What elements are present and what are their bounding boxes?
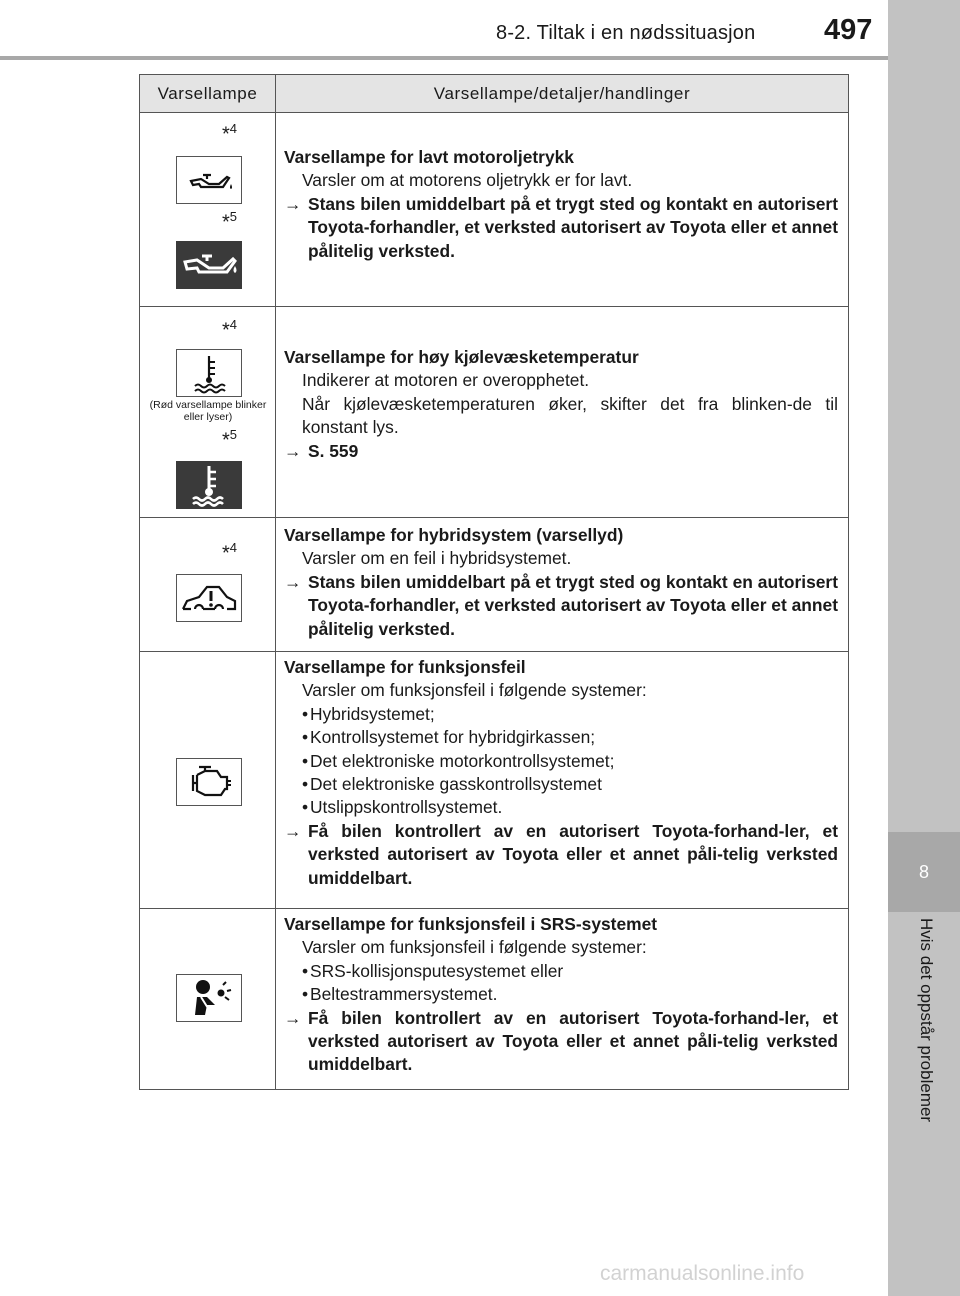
table-row bbox=[140, 518, 849, 652]
list-item: • Kontrollsystemet for hybridgirkassen; bbox=[284, 726, 838, 749]
list-item: • Hybridsystemet; bbox=[284, 703, 838, 726]
side-tab-bar bbox=[888, 0, 960, 832]
header-rule bbox=[0, 56, 888, 60]
footnote-marker: *$^5$ bbox=[222, 427, 238, 452]
lamp-description: Varsler om at motorens oljetrykk er for lavt. bbox=[302, 170, 633, 191]
lamp-action: → Stans bilen umiddelbart på et trygt sted og kontakt en autorisert Toyota-forhandler, et verksted autorisert av Toyota eller et annet pålitelig verksted. bbox=[284, 571, 838, 639]
footnote-marker: *$^4$ bbox=[222, 317, 238, 342]
lamp-cell bbox=[140, 113, 276, 307]
column-header-lamp: Varsellampe bbox=[140, 75, 276, 113]
page-number: 497 bbox=[824, 14, 873, 46]
lamp-title: Varsellampe for hybridsystem (varsellyd) bbox=[284, 525, 624, 545]
section-title: 8-2. Tiltak i en nødssituasjon bbox=[496, 22, 756, 44]
chapter-number: 8 bbox=[888, 832, 960, 912]
lamp-cell bbox=[140, 307, 276, 518]
lamp-title: Varsellampe for lavt motoroljetrykk bbox=[284, 147, 574, 167]
lamp-title: Varsellampe for høy kjølevæsketemperatur bbox=[284, 347, 639, 367]
lamp-note: (Rød varsellampe blinker eller lyser) bbox=[149, 399, 267, 423]
table-header-row bbox=[140, 75, 849, 113]
list-item: • Beltestrammersystemet. bbox=[284, 983, 838, 1006]
table-row bbox=[140, 307, 849, 518]
list-item: • Det elektroniske motorkontrollsystemet; bbox=[284, 750, 838, 773]
list-item: • Utslippskontrollsystemet. bbox=[284, 796, 838, 819]
check-engine-icon bbox=[176, 758, 242, 806]
lamp-description: Varsler om funksjonsfeil i følgende systemer: bbox=[302, 937, 647, 958]
oil-pressure-icon bbox=[176, 156, 242, 204]
srs-airbag-icon bbox=[176, 974, 242, 1022]
lamp-title: Varsellampe for funksjonsfeil i SRS-systemet bbox=[284, 914, 658, 934]
list-item: • SRS-kollisjonsputesystemet eller bbox=[284, 960, 838, 983]
details-cell bbox=[276, 518, 849, 652]
lamp-description: Varsler om en feil i hybridsystemet. bbox=[302, 548, 572, 569]
lamp-description: Indikerer at motoren er overopphetet. bbox=[302, 370, 590, 391]
footnote-marker: *$^4$ bbox=[222, 540, 238, 565]
lamp-description-2: Når kjølevæsketemperaturen øker, skifter det fra blinken-de til konstant lys. bbox=[302, 393, 838, 438]
details-cell bbox=[276, 113, 849, 307]
arrow-icon: → bbox=[284, 571, 302, 592]
lamp-action: → Få bilen kontrollert av en autorisert Toyota-forhand-ler, et verksted autorisert av Toyota eller et annet påli-telig verksted umiddelbart. bbox=[284, 1007, 838, 1075]
watermark: carmanualsonline.info bbox=[600, 1262, 805, 1285]
footnote-marker: *$^4$ bbox=[222, 121, 238, 146]
arrow-icon: → bbox=[284, 440, 302, 461]
coolant-temperature-icon-red bbox=[176, 461, 242, 509]
details-cell bbox=[276, 652, 849, 909]
warning-light-table bbox=[139, 74, 849, 1090]
lamp-cell bbox=[140, 652, 276, 909]
table-row bbox=[140, 909, 849, 1090]
arrow-icon: → bbox=[284, 193, 302, 214]
page-reference: → S. 559 bbox=[284, 440, 838, 463]
lamp-title: Varsellampe for funksjonsfeil bbox=[284, 657, 526, 677]
details-cell bbox=[276, 909, 849, 1090]
list-item: • Det elektroniske gasskontrollsystemet bbox=[284, 773, 838, 796]
arrow-icon: → bbox=[284, 820, 302, 841]
lamp-description: Varsler om funksjonsfeil i følgende systemer: bbox=[302, 680, 647, 701]
lamp-cell bbox=[140, 518, 276, 652]
table-row bbox=[140, 652, 849, 909]
chapter-title: Hvis det oppstår problemer bbox=[917, 918, 936, 1123]
lamp-cell bbox=[140, 909, 276, 1090]
footnote-marker: *$^5$ bbox=[222, 209, 238, 234]
lamp-action: → Få bilen kontrollert av en autorisert Toyota-forhand-ler, et verksted autorisert av Toyota eller et annet påli-telig verksted umiddelbart. bbox=[284, 820, 838, 888]
coolant-temperature-icon bbox=[176, 349, 242, 397]
arrow-icon: → bbox=[284, 1007, 302, 1028]
table-row bbox=[140, 113, 849, 307]
column-header-details: Varsellampe/detaljer/handlinger bbox=[276, 75, 849, 113]
oil-pressure-icon-red bbox=[176, 241, 242, 289]
details-cell bbox=[276, 307, 849, 518]
hybrid-system-warning-icon bbox=[176, 574, 242, 622]
lamp-action: → Stans bilen umiddelbart på et trygt sted og kontakt en autorisert Toyota-forhandler, et verksted autorisert av Toyota eller et annet pålitelig verksted. bbox=[284, 193, 838, 261]
